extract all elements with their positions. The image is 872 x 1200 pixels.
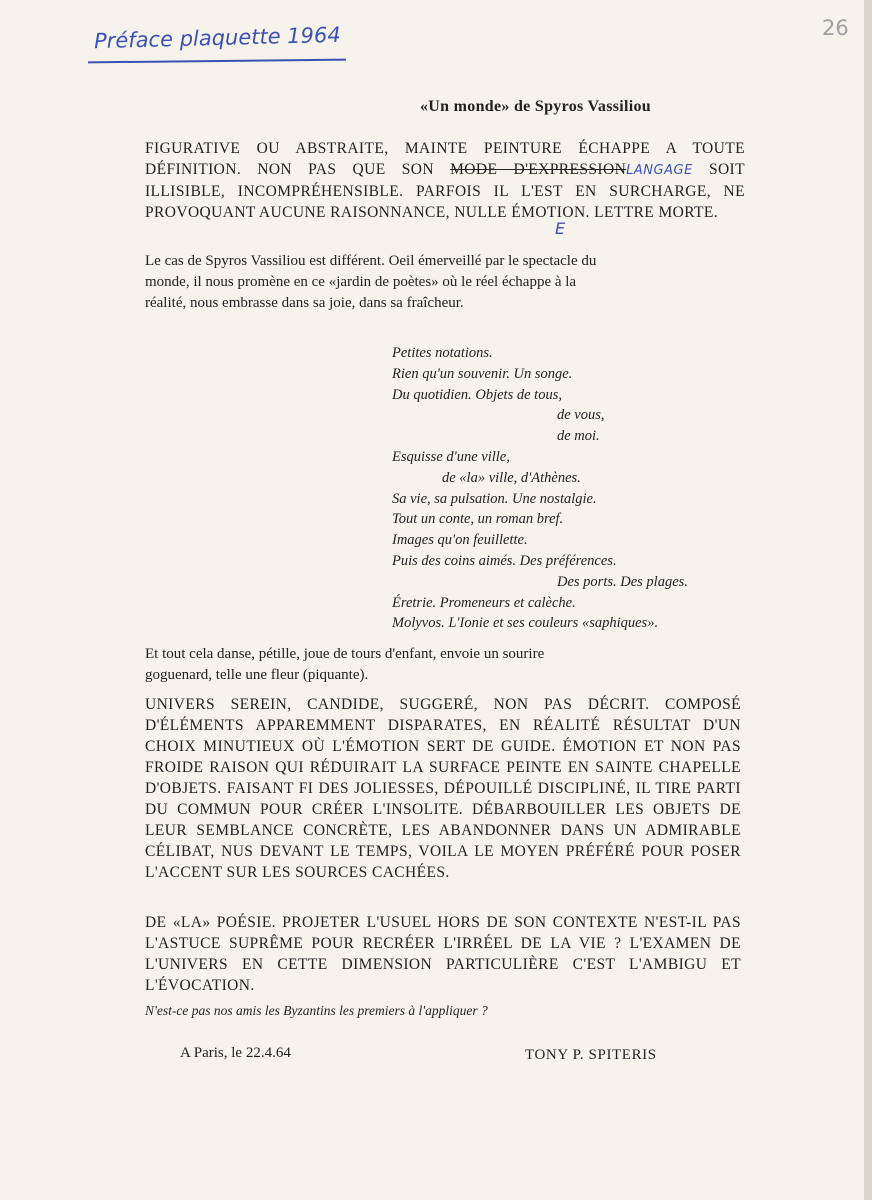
handwritten-title-note: Préface plaquette 1964 — [93, 22, 342, 54]
author-signature: TONY P. SPITERIS — [525, 1047, 657, 1063]
handwritten-underline — [88, 59, 346, 64]
poem-line: Sa vie, sa pulsation. Une nostalgie. — [392, 490, 597, 507]
poem-line: Rien qu'un souvenir. Un songe. — [392, 365, 573, 382]
poem-line: Puis des coins aimés. Des préférences. — [392, 552, 617, 569]
document-title: «Un monde» de Spyros Vassiliou — [420, 98, 651, 115]
poem-line: de vous, — [557, 407, 605, 424]
closing-question: N'est-ce pas nos amis les Byzantins les premiers à l'appliquer ? — [145, 1003, 488, 1018]
poem-line: Esquisse d'une ville, — [392, 448, 510, 465]
paragraph-spyros: Le cas de Spyros Vassiliou est différent. Oeil émerveillé par le spectacle du monde, il nous promène en ce «jardin de poètes» où le réel échappe à la réalité, nous embrasse dans sa joie, dans sa fraîcheur. — [145, 253, 597, 311]
paragraph-danse: Et tout cela danse, pétille, joue de tours d'enfant, envoie un sourire goguenard, telle une fleur (piquante). — [145, 646, 545, 683]
poem-line: Éretrie. Promeneurs et calèche. — [392, 594, 576, 611]
place-date: A Paris, le 22.4.64 — [180, 1045, 291, 1061]
paragraph-univers: UNIVERS SEREIN, CANDIDE, SUGGERÉ, NON PAS DÉCRIT. COMPOSÉ D'ÉLÉMENTS APPAREMMENT DISPARATES, EN RÉALITÉ RÉSULTAT D'UN CHOIX MINUTIEUX OÙ L'ÉMOTION SERT DE GUIDE. ÉMOTION ET NON PAS FROIDE RAISON QUI RÉDUIRAIT LA SURFACE PEINTE EN SAINTE CHAPELLE D'OBJETS. FAISANT FI DES JOLIESSES, DÉPOUILLÉ DISCIPLINÉ, IL TIRE PARTI DU COMMUN POUR CRÉER L'INSOLITE. DÉBARBOUILLER LES OBJETS DE LEUR SEMBLANCE CONCRÈTE, LES ABANDONNER DANS UN ADMIRABLE CÉLIBAT, NUS DEVANT LE TEMPS, VOILA LE MOYEN PRÉFÉRÉ POUR POSER L'ACCENT SUR LES SOURCES CACHÉES. — [145, 696, 741, 881]
poem-line: Du quotidien. Objets de tous, — [392, 386, 562, 403]
handwritten-letter-correction: E — [555, 219, 566, 238]
poem-line: Tout un conte, un roman bref. — [392, 511, 564, 528]
poem-line: Molyvos. L'Ionie et ses couleurs «saphiques». — [392, 615, 659, 632]
intro-text-part2: SOIT ILLISIBLE, INCOMPRÉHENSIBLE. PARFOIS IL L'EST EN SURCHARGE, NE PROVOQUANT AUCUNE RAISONNANCE, NULLE ÉMOTION. LETTRE MORTE. — [145, 161, 745, 221]
poem-line: Petites notations. — [392, 345, 493, 361]
page-number: 26 — [822, 16, 849, 40]
poem-line: de moi. — [557, 428, 600, 445]
intro-text-part1: FIGURATIVE OU ABSTRAITE, MAINTE PEINTURE ÉCHAPPE A TOUTE DÉFINITION. NON PAS QUE SON — [145, 140, 745, 178]
poem-block — [392, 343, 688, 634]
intro-paragraph — [145, 138, 745, 223]
poem-line: Des ports. Des plages. — [557, 573, 688, 590]
poem-line: Images qu'on feuillette. — [392, 532, 528, 549]
paragraph-poesie: DE «LA» POÉSIE. PROJETER L'USUEL HORS DE SON CONTEXTE N'EST-IL PAS L'ASTUCE SUPRÊME POUR RECRÉER L'IRRÉEL DE LA VIE ? L'EXAMEN DE L'UNIVERS EN CETTE DIMENSION PARTICULIÈRE C'EST L'AMBIGU ET L'ÉVOCATION. — [145, 914, 741, 994]
handwritten-correction: LANGAGE — [626, 163, 693, 178]
poem-line: de «la» ville, d'Athènes. — [442, 469, 581, 486]
struck-phrase: MODE D'EXPRESSION — [450, 161, 627, 178]
paper-edge — [864, 0, 872, 1200]
